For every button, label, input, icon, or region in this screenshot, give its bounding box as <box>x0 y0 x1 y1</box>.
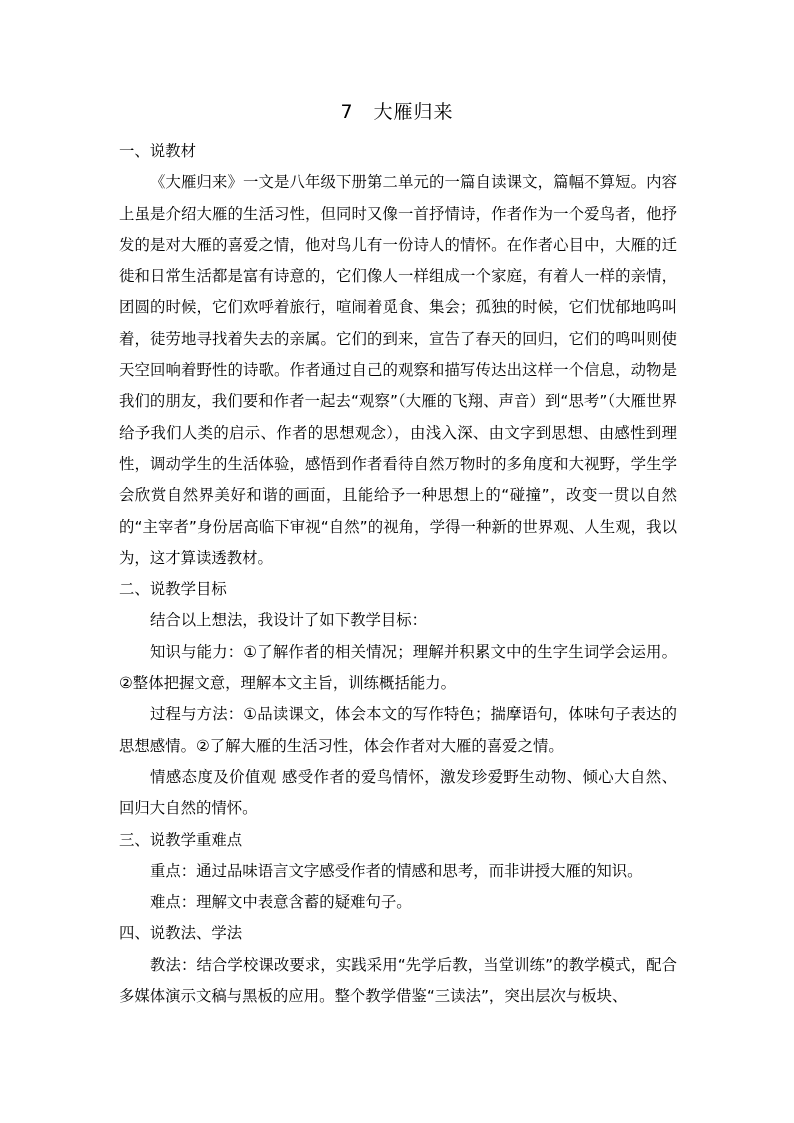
section-heading-teaching-goals: 二、说教学目标 <box>119 580 227 599</box>
paragraph-teaching-material: 《大雁归来》一文是八年级下册第二单元的一篇自读课文，篇幅不算短。内容上虽是介绍大雁的生活习性，但同时又像一首抒情诗，作者作为一个爱鸟者，他抒发的是对大雁的喜爱之情，他对鸟儿有一份诗人的情怀。在作者心目中，大雁的迁徙和日常生活都是富有诗意的，它们像人一样组成一个家庭，有着人一样的亲情，团圆的时候，它们欢呼着旅行，喧闹着觅食、集会；孤独的时候，它们忧郁地呜叫着，徒劳地寻找着失去的亲属。它们的到来，宣告了春天的回归，它们的鸣叫则使天空回响着野性的诗歌。作者通过自己的观察和描写传达出这样一个信息，动物是我们的朋友，我们要和作者一起去“观察”（大雁的飞翔、声音）到“思考”（大雁世界给予我们人类的启示、作者的思想观念），由浅入深、由文字到思想、由感性到理性，调动学生的生活体验，感悟到作者看待自然万物时的多角度和大视野，学生学会欣赏自然界美好和谐的画面，且能给予一种思想上的“碰撞”，改变一贯以自然的“主宰者”身份居高临下审视“自然”的视角，学得一种新的世界观、人生观，我以为，这才算读透教材。 <box>119 173 677 567</box>
paragraph-goals-process: 过程与方法：①品读课文，体会本文的写作特色；揣摩语句，体味句子表达的思想感情。②了解大雁的生活习性，体会作者对大雁的喜爱之情。 <box>119 705 677 755</box>
section-heading-key-points: 三、说教学重难点 <box>119 830 243 849</box>
paragraph-goals-knowledge: 知识与能力：①了解作者的相关情况；理解并积累文中的生字生词学会运用。②整体把握文意，理解本文主旨，训练概括能力。 <box>119 642 677 693</box>
section-heading-teaching-material: 一、说教材 <box>119 142 196 160</box>
paragraph-goals-emotion: 情感态度及价值观 感受作者的爱鸟情怀，激发珍爱野生动物、倾心大自然、回归大自然的情怀。 <box>119 767 677 818</box>
paragraph-goals-intro: 结合以上想法，我设计了如下教学目标： <box>150 611 428 630</box>
document-body <box>119 136 677 1012</box>
document-title: 7 大雁归来 <box>340 101 454 123</box>
paragraph-teaching-method: 教法：结合学校课改要求，实践采用“先学后教，当堂训练”的教学模式，配合多媒体演示文稿与黑板的应用。整个教学借鉴“三读法”，突出层次与板块、 <box>119 955 677 1006</box>
paragraph-difficult-point: 难点：理解文中表意含蓄的疑难句子。 <box>150 893 412 912</box>
paragraph-key-point: 重点：通过品味语言文字感受作者的情感和思考，而非讲授大雁的知识。 <box>150 861 643 880</box>
section-heading-methods: 四、说教法、学法 <box>119 924 243 943</box>
